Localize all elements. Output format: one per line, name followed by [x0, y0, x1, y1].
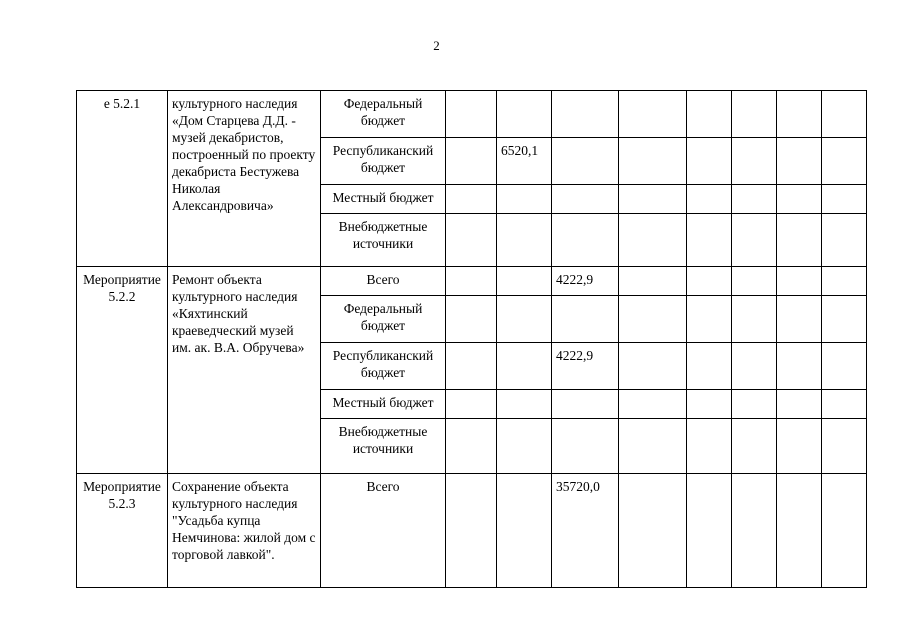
table-row — [77, 474, 867, 588]
source-local: Местный бюджет — [321, 185, 446, 214]
activity-code: Мероприятие 5.2.3 — [77, 474, 168, 588]
source-total: Всего — [321, 267, 446, 296]
source-extra: Внебюджетные источники — [321, 419, 446, 474]
budget-table — [76, 90, 867, 588]
value-cell: 4222,9 — [552, 267, 619, 296]
value-cell: 35720,0 — [552, 474, 619, 588]
activity-name: Сохранение объекта культурного наследия "Усадьба купца Немчинова: жилой дом с торговой лавкой". — [168, 474, 321, 588]
source-federal: Федеральный бюджет — [321, 91, 446, 138]
source-republic: Республиканский бюджет — [321, 343, 446, 390]
table-row — [77, 267, 867, 296]
page-number: 2 — [433, 38, 440, 53]
source-extra: Внебюджетные источники — [321, 214, 446, 267]
table-row — [77, 91, 867, 138]
source-federal: Федеральный бюджет — [321, 296, 446, 343]
activity-name: Ремонт объекта культурного наследия «Кяхтинский краеведческий музей им. ак. В.А. Обручева» — [168, 267, 321, 474]
activity-name: культурного наследия «Дом Старцева Д.Д. - музей декабристов, построенный по проекту декабриста Бестужева Николая Александровича» — [168, 91, 321, 267]
source-republic: Республиканский бюджет — [321, 138, 446, 185]
value-cell: 4222,9 — [552, 343, 619, 390]
source-local: Местный бюджет — [321, 390, 446, 419]
value-cell: 6520,1 — [497, 138, 552, 185]
activity-code: Мероприятие 5.2.2 — [77, 267, 168, 474]
source-total: Всего — [321, 474, 446, 588]
activity-code: е 5.2.1 — [77, 91, 168, 267]
